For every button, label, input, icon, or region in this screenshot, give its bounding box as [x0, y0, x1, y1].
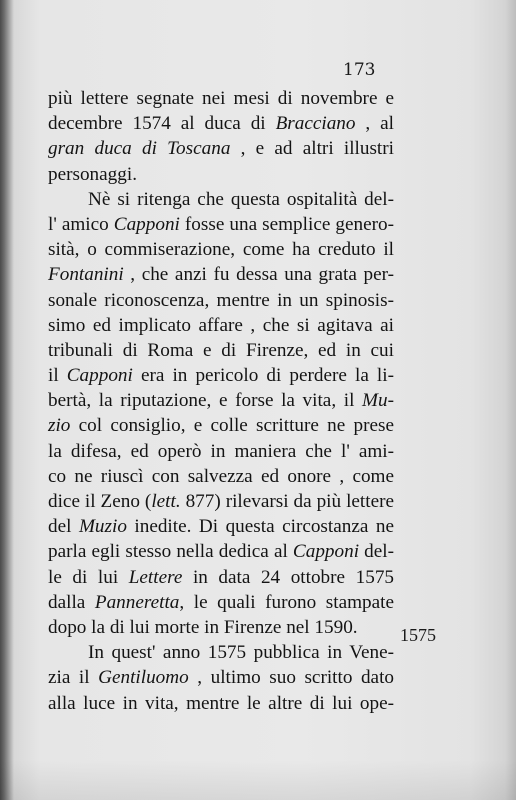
text-run: alla luce in vita, mentre le altre di lui ope-: [48, 692, 394, 714]
italic-text: zio: [48, 415, 71, 437]
text-line: [48, 665, 394, 690]
text-line: [48, 262, 394, 287]
text-run: la difesa, ed operò in maniera che l' ami-: [48, 440, 394, 462]
text-line: [48, 439, 394, 464]
text-line: [48, 464, 394, 489]
text-line: [48, 313, 394, 338]
text-line: [48, 363, 394, 388]
text-run: In quest' anno 1575 pubblica in Vene-: [88, 642, 394, 664]
text-line: [48, 691, 394, 716]
text-run: l' amico: [48, 213, 114, 235]
text-line: [48, 489, 394, 514]
text-line: [48, 640, 394, 665]
text-run: dopo la di lui morte in Firenze nel 1590.: [48, 616, 358, 638]
text-run: , che anzi fu dessa una grata per-: [123, 264, 394, 286]
italic-text: lett.: [151, 491, 181, 512]
page-number: 173: [343, 60, 376, 80]
text-run: del: [48, 516, 79, 538]
text-line: [48, 288, 394, 313]
text-line: [48, 136, 394, 161]
text-run: , le quali furono stampate: [179, 591, 394, 613]
text-run: del-: [359, 541, 394, 563]
italic-text: Lettere: [128, 566, 183, 588]
text-run: fosse una semplice genero-: [179, 213, 394, 235]
text-run: le di lui: [48, 566, 129, 588]
italic-text: Gentiluomo: [98, 667, 189, 689]
italic-text: Mu-: [362, 390, 394, 412]
italic-text: Bracciano: [275, 113, 356, 135]
text-line: [48, 413, 394, 438]
text-run: bertà, la riputazione, e forse la vita, il: [48, 390, 363, 412]
italic-text: Fontanini: [48, 264, 124, 286]
text-run: più lettere segnate nei mesi di novembre e: [48, 88, 394, 109]
text-run: parla egli stesso nella dedica al: [48, 541, 293, 563]
text-line: [48, 615, 394, 640]
text-run: col consiglio, e colle scritture ne prese: [70, 415, 394, 437]
body-text: [48, 86, 394, 716]
text-line: [48, 212, 394, 237]
text-run: era in pericolo di perdere la li-: [132, 365, 394, 387]
text-line: [48, 514, 394, 539]
text-run: dice il Zeno (: [48, 491, 152, 512]
text-run: il: [48, 365, 67, 387]
text-run: , al: [355, 113, 394, 135]
text-run: sità, o commiserazione, come ha creduto il: [48, 239, 394, 261]
text-line: [48, 162, 394, 187]
text-run: 877) rilevarsi da più lettere: [180, 491, 394, 512]
text-run: tribunali di Roma e di Firenze, ed in cui: [48, 339, 394, 361]
text-run: in data 24 ottobre 1575: [182, 566, 395, 588]
text-line: [48, 237, 394, 262]
text-line: [48, 590, 394, 615]
text-line: [48, 187, 394, 212]
text-run: Nè si ritenga che questa ospitalità del-: [88, 188, 394, 210]
italic-text: Capponi: [113, 213, 180, 235]
italic-text: Panneretta: [94, 591, 180, 613]
text-run: inedite. Di questa circostanza ne: [126, 516, 394, 538]
italic-text: Muzio: [78, 516, 127, 538]
text-run: decembre 1574 al duca di: [48, 113, 276, 135]
italic-text: gran duca di Toscana: [48, 138, 231, 160]
text-run: co ne riuscì con salvezza ed onore , come: [48, 465, 394, 487]
text-line: [48, 111, 394, 136]
text-line: [48, 539, 394, 564]
text-line: [48, 86, 394, 111]
text-line: [48, 338, 394, 363]
text-run: sonale riconoscenza, mentre in un spinosis-: [48, 289, 394, 311]
text-run: zia il: [48, 667, 99, 689]
text-run: dalla: [48, 591, 95, 613]
text-run: , ultimo suo scritto dato: [188, 667, 394, 689]
text-run: , e ad altri illustri: [230, 138, 394, 160]
text-run: simo ed implicato affare , che si agitava ai: [48, 314, 394, 336]
text-line: [48, 388, 394, 413]
italic-text: Capponi: [292, 541, 360, 563]
text-line: [48, 565, 394, 590]
margin-year-note: 1575: [400, 625, 436, 645]
italic-text: Capponi: [66, 365, 133, 387]
text-run: personaggi.: [48, 163, 137, 185]
